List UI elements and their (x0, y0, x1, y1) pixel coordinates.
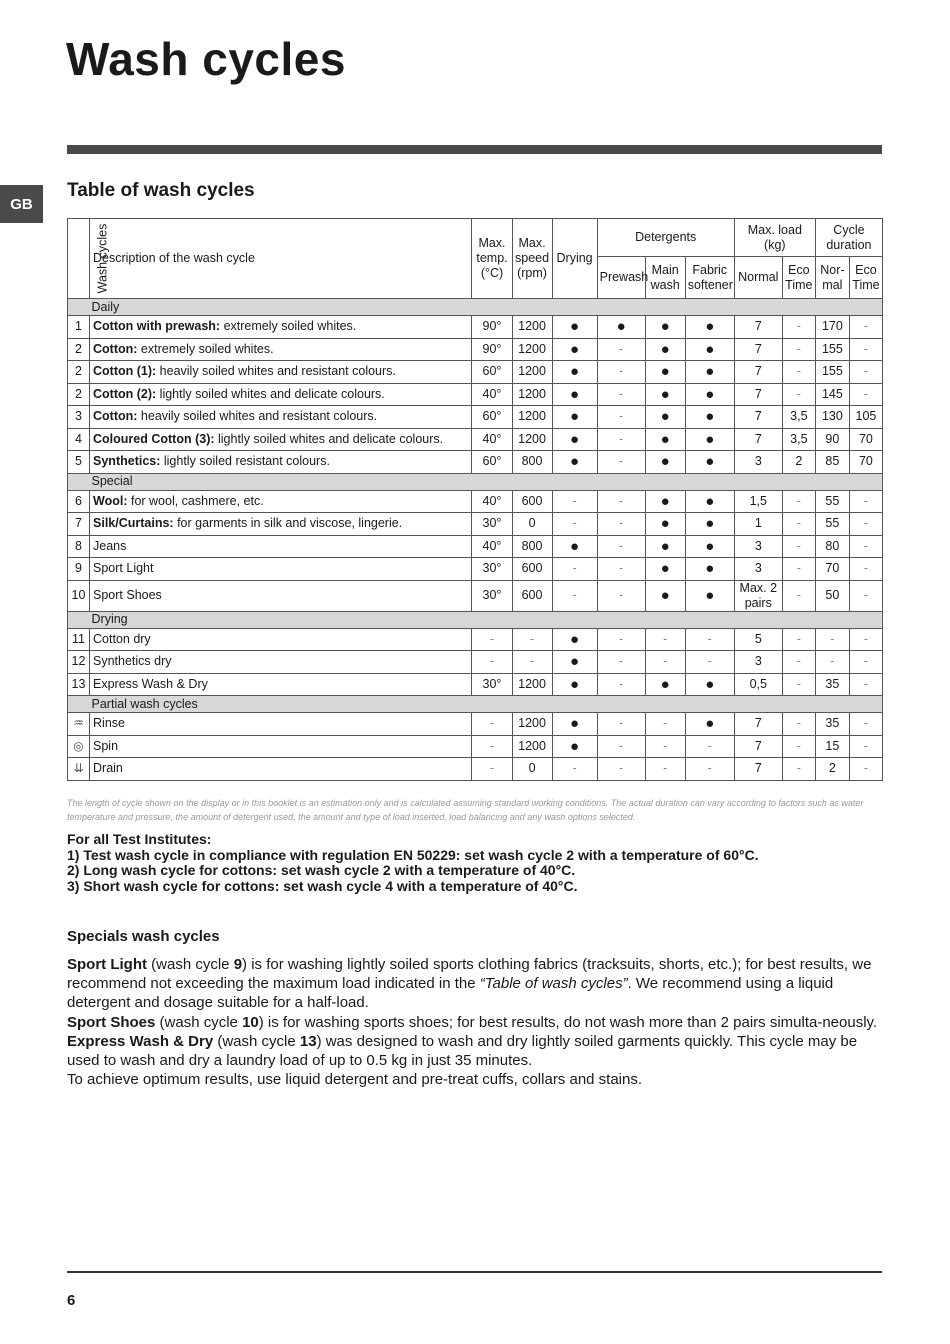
table-row (68, 513, 883, 536)
cell-softener: ● (685, 490, 734, 513)
spin-icon: ◎ (73, 738, 84, 753)
cell-prewash: - (597, 451, 645, 474)
cell-dur-normal: 85 (815, 451, 849, 474)
cell-drying: - (552, 490, 597, 513)
group-name: Special (90, 473, 883, 490)
cell-dur-eco: - (849, 338, 882, 361)
cell-load-normal: 5 (734, 628, 782, 651)
cell-load-normal: 0,5 (734, 673, 782, 696)
table-row (68, 406, 883, 429)
cell-dur-eco: - (849, 651, 882, 674)
sport-shoes-name: Sport Shoes (67, 1013, 156, 1031)
cell-dur-eco: - (849, 758, 882, 781)
cell-load-normal: 3 (734, 651, 782, 674)
cell-load-eco: - (782, 628, 815, 651)
cycle-description: Cotton: extremely soiled whites. (90, 338, 472, 361)
cycle-number: 2 (68, 383, 90, 406)
specials-title: Specials wash cycles (67, 928, 220, 945)
cell-prewash: - (597, 558, 645, 581)
test-institutes-line: 3) Short wash cycle for cottons: set wash cycle 4 with a temperature of 40°C. (67, 877, 578, 894)
cell-speed: 1200 (512, 383, 552, 406)
cycle-description: Cotton dry (90, 628, 472, 651)
cell-softener: - (685, 758, 734, 781)
cell-dur-normal: 15 (815, 735, 849, 758)
cell-temp: - (472, 735, 512, 758)
cell-load-eco: - (782, 383, 815, 406)
table-row (68, 338, 883, 361)
wash-cycles-header: Wash cycles (68, 219, 90, 299)
cell-dur-eco: - (849, 713, 882, 736)
cell-softener: ● (685, 535, 734, 558)
cell-prewash: - (597, 651, 645, 674)
cycle-number: 2 (68, 361, 90, 384)
cycle-description: Drain (90, 758, 472, 781)
cycle-description: Jeans (90, 535, 472, 558)
closing-paragraph: To achieve optimum results, use liquid detergent and pre-treat cuffs, collars and stains. (67, 1071, 643, 1089)
cycle-description: Silk/Curtains: for garments in silk and viscose, lingerie. (90, 513, 472, 536)
cell-load-eco: - (782, 673, 815, 696)
cell-load-normal: 7 (734, 758, 782, 781)
sport-shoes-paragraph: Sport Shoes (wash cycle 10) is for washing sports shoes; for best results, do not wash more than 2 pairs simulta-neously. (67, 1013, 878, 1031)
cell-speed: 0 (512, 513, 552, 536)
cell-drying: - (552, 580, 597, 611)
cell-softener: ● (685, 338, 734, 361)
table-row (68, 451, 883, 474)
table-row (68, 535, 883, 558)
cell-main: - (645, 735, 685, 758)
cell-dur-eco: - (849, 383, 882, 406)
table-body (68, 299, 883, 781)
cell-load-eco: 3,5 (782, 428, 815, 451)
wash-cycles-table (67, 218, 883, 781)
group-row (68, 299, 883, 316)
cell-prewash: - (597, 758, 645, 781)
cell-load-normal: 1,5 (734, 490, 782, 513)
cell-dur-normal: 70 (815, 558, 849, 581)
cell-load-normal: 7 (734, 383, 782, 406)
cell-prewash: - (597, 406, 645, 429)
cell-drying: ● (552, 673, 597, 696)
cell-dur-eco: - (849, 513, 882, 536)
cell-speed: 800 (512, 535, 552, 558)
cell-drying: ● (552, 316, 597, 339)
table-row (68, 735, 883, 758)
bottom-rule (67, 1271, 882, 1273)
cell-softener: ● (685, 513, 734, 536)
cell-temp: - (472, 651, 512, 674)
cycle-number: 1 (68, 316, 90, 339)
cell-main: ● (645, 535, 685, 558)
cell-load-normal: Max. 2 pairs (734, 580, 782, 611)
cell-main: - (645, 628, 685, 651)
cycle-description: Coloured Cotton (3): lightly soiled whites and delicate colours. (90, 428, 472, 451)
cell-softener: ● (685, 558, 734, 581)
cell-speed: 1200 (512, 428, 552, 451)
cycle-description: Rinse (90, 713, 472, 736)
cycle-description: Spin (90, 735, 472, 758)
cycle-number: 3 (68, 406, 90, 429)
cycle-description: Cotton with prewash: extremely soiled whites. (90, 316, 472, 339)
table-row (68, 673, 883, 696)
table-row (68, 580, 883, 611)
cell-temp: 30° (472, 558, 512, 581)
table-row (68, 316, 883, 339)
cell-dur-normal: 2 (815, 758, 849, 781)
cell-load-normal: 1 (734, 513, 782, 536)
cycle-number: 13 (68, 673, 90, 696)
cell-drying: - (552, 558, 597, 581)
main-wash-header: Main wash (645, 257, 685, 299)
table-row (68, 558, 883, 581)
cell-load-eco: - (782, 338, 815, 361)
cell-load-eco: 3,5 (782, 406, 815, 429)
table-footnote: The length of cycle shown on the display or in this booklet is an estimation only and is calculated assuming standard working conditions. The actual duration can vary according to factors such as water temperature and pressure, the amount of detergent used, the amount and type of load inserted, load balancing and any wash options selected. (67, 798, 864, 822)
cell-main: ● (645, 558, 685, 581)
cell-dur-eco: - (849, 628, 882, 651)
cell-main: ● (645, 406, 685, 429)
cell-dur-eco: 70 (849, 428, 882, 451)
cycle-number: 8 (68, 535, 90, 558)
prewash-header: Prewash (597, 257, 645, 299)
cell-dur-eco: - (849, 735, 882, 758)
cell-main: - (645, 713, 685, 736)
cell-load-eco: - (782, 758, 815, 781)
cell-temp: 90° (472, 338, 512, 361)
cell-dur-normal: - (815, 651, 849, 674)
cell-dur-eco: - (849, 558, 882, 581)
section-title: Table of wash cycles (67, 180, 255, 201)
test-institutes-heading: For all Test Institutes: (67, 831, 212, 847)
cell-temp: 30° (472, 513, 512, 536)
cell-load-normal: 7 (734, 338, 782, 361)
cell-prewash: - (597, 428, 645, 451)
cell-softener: ● (685, 580, 734, 611)
cell-load-normal: 3 (734, 558, 782, 581)
page-number: 6 (67, 1292, 76, 1309)
cell-load-eco: - (782, 735, 815, 758)
cell-speed: 1200 (512, 361, 552, 384)
cell-temp: 60° (472, 406, 512, 429)
cell-dur-eco: 105 (849, 406, 882, 429)
cell-main: ● (645, 361, 685, 384)
cell-softener: - (685, 651, 734, 674)
cell-main: ● (645, 428, 685, 451)
cycle-description: Synthetics dry (90, 651, 472, 674)
cell-softener: ● (685, 406, 734, 429)
max-speed-header: Max. speed (rpm) (512, 219, 552, 299)
cycle-description: Cotton (1): heavily soiled whites and resistant colours. (90, 361, 472, 384)
cell-drying: ● (552, 406, 597, 429)
cell-drying: ● (552, 451, 597, 474)
cell-main: ● (645, 673, 685, 696)
group-name: Drying (90, 611, 883, 628)
cell-prewash: - (597, 383, 645, 406)
description-header: Description of the wash cycle (90, 219, 472, 299)
cell-temp: 40° (472, 535, 512, 558)
cell-temp: - (472, 628, 512, 651)
group-name: Daily (90, 299, 883, 316)
cell-softener: ● (685, 451, 734, 474)
cell-main: ● (645, 338, 685, 361)
cell-main: ● (645, 451, 685, 474)
cycle-description: Cotton (2): lightly soiled whites and delicate colours. (90, 383, 472, 406)
cell-dur-eco: 70 (849, 451, 882, 474)
cell-main: ● (645, 316, 685, 339)
cell-temp: 60° (472, 451, 512, 474)
cell-load-normal: 7 (734, 428, 782, 451)
cell-dur-normal: 50 (815, 580, 849, 611)
cell-load-eco: - (782, 558, 815, 581)
cell-load-normal: 7 (734, 406, 782, 429)
cell-drying: ● (552, 428, 597, 451)
cycle-number (68, 758, 90, 781)
cell-load-eco: - (782, 490, 815, 513)
cell-main: ● (645, 580, 685, 611)
cell-dur-normal: 155 (815, 361, 849, 384)
cell-temp: 90° (472, 316, 512, 339)
cycle-number: 4 (68, 428, 90, 451)
cell-dur-normal: 80 (815, 535, 849, 558)
cycle-description: Sport Light (90, 558, 472, 581)
cell-speed: 0 (512, 758, 552, 781)
cell-dur-normal: - (815, 628, 849, 651)
sport-light-name: Sport Light (67, 956, 147, 973)
cell-load-eco: - (782, 713, 815, 736)
cell-speed: 800 (512, 451, 552, 474)
duration-normal-header: Nor-mal (815, 257, 849, 299)
cell-load-normal: 7 (734, 713, 782, 736)
cell-drying: ● (552, 338, 597, 361)
cell-load-normal: 7 (734, 361, 782, 384)
cycle-description: Express Wash & Dry (90, 673, 472, 696)
cell-dur-eco: - (849, 316, 882, 339)
cell-drying: ● (552, 383, 597, 406)
cell-drying: ● (552, 651, 597, 674)
cell-speed: - (512, 651, 552, 674)
cell-prewash: - (597, 628, 645, 651)
cell-speed: 600 (512, 558, 552, 581)
group-row (68, 611, 883, 628)
cell-dur-normal: 35 (815, 673, 849, 696)
cell-dur-eco: - (849, 673, 882, 696)
cell-prewash: - (597, 673, 645, 696)
table-row (68, 758, 883, 781)
cell-speed: 600 (512, 490, 552, 513)
cell-temp: 30° (472, 580, 512, 611)
cell-prewash: - (597, 490, 645, 513)
cycle-number: 6 (68, 490, 90, 513)
test-institutes-line: 1) Test wash cycle in compliance with regulation EN 50229: set wash cycle 2 with a temperature of 60°C. (67, 846, 759, 863)
cell-temp: 60° (472, 361, 512, 384)
cycle-number: 12 (68, 651, 90, 674)
cell-speed: 1200 (512, 713, 552, 736)
cell-prewash: - (597, 361, 645, 384)
cell-speed: - (512, 628, 552, 651)
cycle-number: 2 (68, 338, 90, 361)
cycle-number: 5 (68, 451, 90, 474)
load-eco-time-header: Eco Time (782, 257, 815, 299)
cell-prewash: - (597, 535, 645, 558)
cell-load-normal: 3 (734, 451, 782, 474)
express-paragraph: Express Wash & Dry (wash cycle 13) was designed to wash and dry lightly soiled garments quickly. This cycle may be used to wash and dry a laundry load of up to 0.5 kg in just 35 minutes. (67, 1032, 858, 1070)
duration-eco-time-header: Eco Time (849, 257, 882, 299)
cell-dur-normal: 130 (815, 406, 849, 429)
cell-drying: - (552, 513, 597, 536)
cell-drying: - (552, 758, 597, 781)
cell-load-eco: - (782, 513, 815, 536)
cell-prewash: - (597, 513, 645, 536)
cell-main: - (645, 651, 685, 674)
language-tab: GB (0, 185, 43, 223)
cycle-number: 11 (68, 628, 90, 651)
cell-load-eco: - (782, 651, 815, 674)
sport-light-paragraph: Sport Light (wash cycle 9) is for washing lightly soiled sports clothing fabrics (tracksuits, shorts, etc.); for best results, we recommend not exceeding the maximum load indicated in the “Table of wash cycles”. We recommend using a liquid detergent and dosage suitable for a half-load. (67, 956, 872, 1012)
cell-main: ● (645, 490, 685, 513)
drying-header: Drying (552, 219, 597, 299)
specials-text (67, 955, 885, 1089)
cell-prewash: - (597, 580, 645, 611)
cell-main: - (645, 758, 685, 781)
cell-main: ● (645, 383, 685, 406)
cell-speed: 1200 (512, 735, 552, 758)
cell-load-normal: 7 (734, 735, 782, 758)
drain-icon: ⇊ (73, 761, 84, 776)
table-row (68, 383, 883, 406)
cycle-description: Wool: for wool, cashmere, etc. (90, 490, 472, 513)
rinse-icon: ♒ (73, 716, 84, 731)
detergents-header: Detergents (597, 219, 734, 257)
cell-temp: 40° (472, 383, 512, 406)
cell-speed: 1200 (512, 673, 552, 696)
cell-softener: - (685, 628, 734, 651)
cell-dur-eco: - (849, 361, 882, 384)
test-institutes-block (67, 832, 885, 894)
cycle-number (68, 713, 90, 736)
cell-softener: ● (685, 428, 734, 451)
cell-dur-eco: - (849, 580, 882, 611)
cell-drying: ● (552, 735, 597, 758)
cell-softener: ● (685, 383, 734, 406)
cell-softener: ● (685, 713, 734, 736)
load-normal-header: Normal (734, 257, 782, 299)
cell-prewash: - (597, 713, 645, 736)
cell-softener: ● (685, 361, 734, 384)
group-name: Partial wash cycles (90, 696, 883, 713)
cell-dur-eco: - (849, 490, 882, 513)
page-title: Wash cycles (66, 33, 346, 85)
cell-load-normal: 3 (734, 535, 782, 558)
table-row (68, 713, 883, 736)
cell-dur-normal: 145 (815, 383, 849, 406)
cycle-description: Cotton: heavily soiled whites and resistant colours. (90, 406, 472, 429)
cell-temp: 40° (472, 490, 512, 513)
cell-speed: 1200 (512, 316, 552, 339)
cell-load-eco: - (782, 535, 815, 558)
cell-load-eco: - (782, 316, 815, 339)
cell-temp: - (472, 758, 512, 781)
group-row (68, 696, 883, 713)
cell-temp: 40° (472, 428, 512, 451)
cell-dur-eco: - (849, 535, 882, 558)
cell-dur-normal: 55 (815, 490, 849, 513)
express-name: Express Wash & Dry (67, 1032, 214, 1050)
cell-dur-normal: 170 (815, 316, 849, 339)
cycle-description: Synthetics: lightly soiled resistant colours. (90, 451, 472, 474)
table-row (68, 428, 883, 451)
fabric-softener-header: Fabric softener (685, 257, 734, 299)
title-rule (67, 145, 882, 154)
cycle-description: Sport Shoes (90, 580, 472, 611)
cell-dur-normal: 155 (815, 338, 849, 361)
cycle-number: 10 (68, 580, 90, 611)
cell-speed: 1200 (512, 406, 552, 429)
cycle-number: 7 (68, 513, 90, 536)
max-temp-header: Max. temp. (°C) (472, 219, 512, 299)
max-load-header: Max. load (kg) (734, 219, 815, 257)
table-row (68, 628, 883, 651)
cell-drying: ● (552, 535, 597, 558)
table-row (68, 651, 883, 674)
cell-temp: 30° (472, 673, 512, 696)
cell-load-eco: 2 (782, 451, 815, 474)
cycle-duration-header: Cycle duration (815, 219, 882, 257)
cell-load-eco: - (782, 580, 815, 611)
cell-speed: 1200 (512, 338, 552, 361)
cell-speed: 600 (512, 580, 552, 611)
table-row (68, 361, 883, 384)
cell-load-eco: - (782, 361, 815, 384)
cell-dur-normal: 35 (815, 713, 849, 736)
cycle-number: 9 (68, 558, 90, 581)
cell-drying: ● (552, 628, 597, 651)
cell-prewash: - (597, 338, 645, 361)
cell-drying: ● (552, 713, 597, 736)
test-institutes-line: 2) Long wash cycle for cottons: set wash cycle 2 with a temperature of 40°C. (67, 862, 576, 878)
cycle-number (68, 735, 90, 758)
cell-drying: ● (552, 361, 597, 384)
cell-dur-normal: 90 (815, 428, 849, 451)
cell-temp: - (472, 713, 512, 736)
cell-softener: - (685, 735, 734, 758)
group-row (68, 473, 883, 490)
cell-main: ● (645, 513, 685, 536)
table-row (68, 490, 883, 513)
cell-load-normal: 7 (734, 316, 782, 339)
cell-prewash: - (597, 735, 645, 758)
cell-prewash: ● (597, 316, 645, 339)
cell-softener: ● (685, 316, 734, 339)
cell-dur-normal: 55 (815, 513, 849, 536)
cell-softener: ● (685, 673, 734, 696)
